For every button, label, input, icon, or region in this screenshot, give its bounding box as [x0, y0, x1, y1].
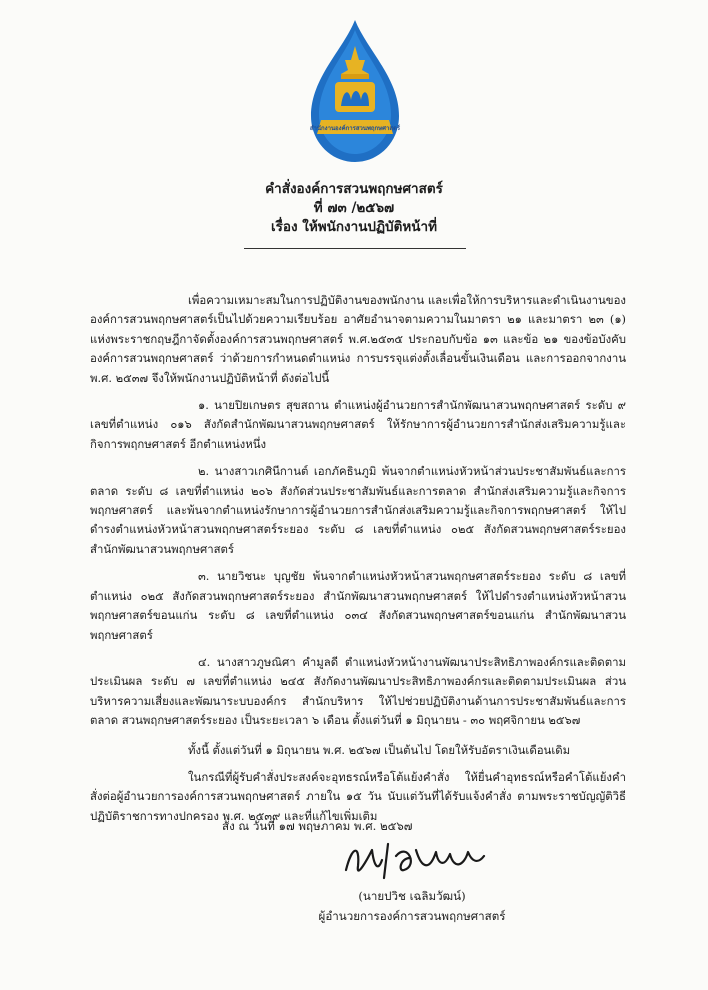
document-body [90, 291, 626, 826]
order-subject: เรื่อง ให้พนักงานปฏิบัติหน้าที่ [270, 219, 438, 235]
effective-date-paragraph: ทั้งนี้ ตั้งแต่วันที่ ๑ มิถุนายน พ.ศ. ๒๕๖๗ เป็นต้นไป โดยให้รับอัตราเงินเดือนเดิม [188, 742, 571, 757]
order-item-2: ๒. นางสาวเกศินีกานต์ เอกภัคธินภูมิ พ้นจากตำแหน่งหัวหน้าส่วนประชาสัมพันธ์และการตลาด ระดับ ๘ เลขที่ตำแหน่ง ๒๐๖ สังกัดส่วนประชาสัมพันธ์และการตลาด สำนักส่งเสริมความรู้และกิจการพฤกษศาสตร์ และพ้นจากตำแหน่งรักษาการผู้อำนวยการสำนักส่งเสริมความรู้และกิจการพฤกษศาสตร์ ให้ไปดำรงตำแหน่งหัวหน้าสวนพฤกษศาสตร์ระยอง ระดับ ๘ เลขที่ตำแหน่ง ๐๒๕ สังกัดสวนพฤกษศาสตร์ระยอง สำนักพัฒนาสวนพฤกษศาสตร์ [90, 464, 626, 556]
document-heading [0, 180, 708, 237]
intro-paragraph: เพื่อความเหมาะสมในการปฏิบัติงานของพนักงาน และเพื่อให้การบริหารและดำเนินงานขององค์การสวนพฤกษศาสตร์เป็นไปด้วยความเรียบร้อย อาศัยอำนาจตามความในมาตรา ๒๑ และมาตรา ๒๓ (๑) แห่งพระราชกฤษฎีกาจัดตั้งองค์การสวนพฤกษศาสตร์ พ.ศ.๒๕๓๕ ประกอบกับข้อ ๑๓ และข้อ ๒๑ ของข้อบังคับองค์การสวนพฤกษศาสตร์ ว่าด้วยการกำหนดตำแหน่ง การบรรจุแต่งตั้งเลื่อนขั้นเงินเดือน และการออกจากงาน พ.ศ. ๒๕๓๗ จึงให้พนักงานปฏิบัติหน้าที่ ดังต่อไปนี้ [90, 293, 626, 385]
order-item-1: ๑. นายปิยเกษตร สุขสถาน ตำแหน่งผู้อำนวยการสำนักพัฒนาสวนพฤกษศาสตร์ ระดับ ๙ เลขที่ตำแหน่ง ๐๑๖ สังกัดสำนักพัฒนาสวนพฤกษศาสตร์ ให้รักษาการผู้อำนวยการสำนักส่งเสริมความรู้และกิจการพฤกษศาสตร์ อีกตำแหน่งหนึ่ง [90, 398, 626, 451]
handwritten-signature [338, 836, 488, 886]
order-item-3: ๓. นายวิชนะ บุญชัย พ้นจากตำแหน่งหัวหน้าสวนพฤกษศาสตร์ระยอง ระดับ ๘ เลขที่ตำแหน่ง ๐๒๕ สังกัดสวนพฤกษศาสตร์ระยอง สำนักพัฒนาสวนพฤกษศาสตร์ ให้ไปดำรงตำแหน่งหัวหน้าสวนพฤกษศาสตร์ขอนแก่น ระดับ ๘ เลขที่ตำแหน่ง ๐๓๔ สังกัดสวนพฤกษศาสตร์ขอนแก่น สำนักพัฒนาสวนพฤกษศาสตร์ [90, 569, 626, 642]
heading-divider [244, 248, 466, 249]
order-number: ที่ ๗๓ /๒๕๖๗ [313, 200, 395, 216]
appeal-paragraph: ในกรณีที่ผู้รับคำสั่งประสงค์จะอุทธรณ์หรือโต้แย้งคำสั่ง ให้ยื่นคำอุทธรณ์หรือคำโต้แย้งคำสั่งต่อผู้อำนวยการองค์การสวนพฤกษศาสตร์ ภายใน ๑๕ วัน นับแต่วันที่ได้รับแจ้งคำสั่ง ตามพระราชบัญญัติวิธีปฏิบัติราชการทางปกครอง พ.ศ. ๒๕๓๙ และที่แก้ไขเพิ่มเติม [90, 769, 626, 823]
order-title: คำสั่งองค์การสวนพฤกษศาสตร์ [265, 181, 443, 197]
signer-block [292, 886, 532, 926]
signer-position: ผู้อำนวยการองค์การสวนพฤกษศาสตร์ [318, 909, 506, 923]
order-date: สั่ง ณ วันที่ ๑๗ พฤษภาคม พ.ศ. ๒๕๖๗ [222, 819, 413, 833]
order-item-4: ๔. นางสาวภูษณิศา คำมูลดี ตำแหน่งหัวหน้างานพัฒนาประสิทธิภาพองค์กรและติดตามประเมินผล ระดับ ๗ เลขที่ตำแหน่ง ๒๔๕ สังกัดงานพัฒนาประสิทธิภาพองค์กรและติดตามประเมินผล ส่วนบริหารความเสี่ยงและพัฒนาระบบองค์กร สำนักบริหาร ให้ไปช่วยปฏิบัติงานด้านการประชาสัมพันธ์และการตลาด สวนพฤกษศาสตร์ระยอง เป็นระยะเวลา ๖ เดือน ตั้งแต่วันที่ ๑ มิถุนายน - ๓๐ พฤศจิกายน ๒๕๖๗ [90, 654, 626, 728]
signer-name: (นายปวิช เฉลิมวัฒน์) [358, 889, 466, 903]
organization-logo [307, 16, 403, 166]
logo-text: สำนักงานองค์การสวนพฤกษศาสตร์ [309, 125, 401, 132]
